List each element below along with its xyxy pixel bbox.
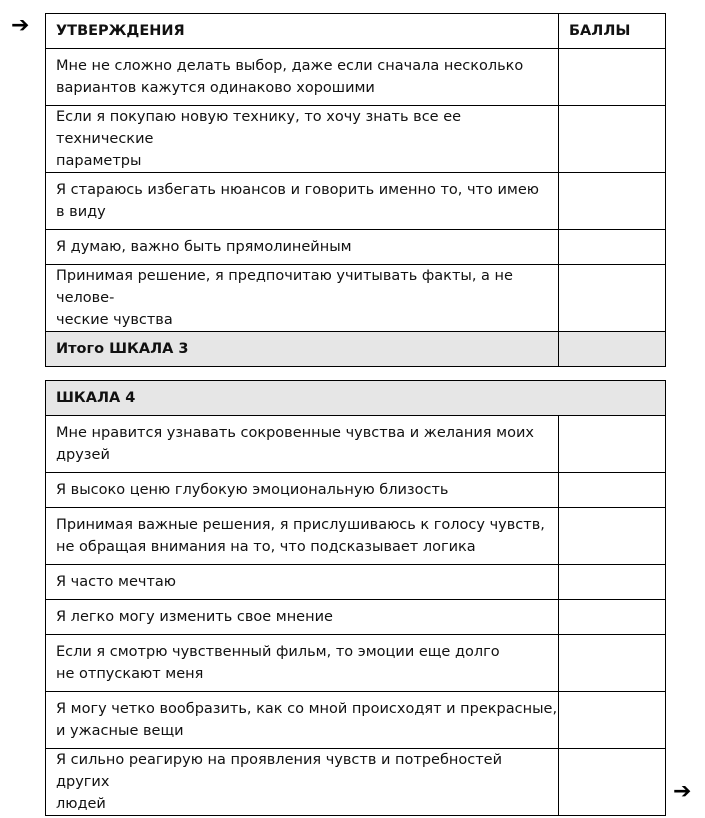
table-row: [46, 230, 666, 265]
statements-column-header: УТВЕРЖДЕНИЯ: [46, 14, 559, 49]
table-row: [46, 106, 666, 173]
statement-text: Мне нравится узнавать сокровенные чувства и желания моих друзей: [46, 416, 559, 473]
table-row: [46, 49, 666, 106]
statement-text: Я легко могу изменить свое мнение: [46, 600, 559, 635]
continuation-arrow-icon: ➔: [11, 13, 30, 38]
table-row: [46, 600, 666, 635]
table-row: [46, 635, 666, 692]
score-cell[interactable]: [559, 692, 666, 749]
score-cell[interactable]: [559, 600, 666, 635]
score-cell[interactable]: [559, 473, 666, 508]
scale-title: ШКАЛА 4: [46, 381, 666, 416]
statement-text: Я стараюсь избегать нюансов и говорить именно то, что имею в виду: [46, 173, 559, 230]
statements-table-scale-3: [45, 13, 666, 367]
table-header-row: [46, 14, 666, 49]
total-score-cell[interactable]: [559, 332, 666, 367]
scale-header-row: [46, 381, 666, 416]
score-cell[interactable]: [559, 173, 666, 230]
statement-text: Принимая решение, я предпочитаю учитывать факты, а не челове- ческие чувства: [46, 265, 559, 332]
total-row: [46, 332, 666, 367]
statement-text: Я сильно реагирую на проявления чувств и потребностей других людей: [46, 749, 559, 816]
table-row: [46, 265, 666, 332]
continuation-arrow-icon: ➔: [673, 779, 692, 804]
statement-text: Я высоко ценю глубокую эмоциональную близость: [46, 473, 559, 508]
score-cell[interactable]: [559, 508, 666, 565]
score-cell[interactable]: [559, 416, 666, 473]
table-row: [46, 749, 666, 816]
table-row: [46, 565, 666, 600]
score-cell[interactable]: [559, 230, 666, 265]
score-cell[interactable]: [559, 749, 666, 816]
statement-text: Если я смотрю чувственный фильм, то эмоции еще долго не отпускают меня: [46, 635, 559, 692]
table-row: [46, 508, 666, 565]
score-cell[interactable]: [559, 106, 666, 173]
table-row: [46, 416, 666, 473]
scores-column-header: БАЛЛЫ: [559, 14, 666, 49]
table-row: [46, 173, 666, 230]
score-cell[interactable]: [559, 565, 666, 600]
score-cell[interactable]: [559, 49, 666, 106]
total-label: Итого ШКАЛА 3: [46, 332, 559, 367]
statement-text: Принимая важные решения, я прислушиваюсь к голосу чувств, не обращая внимания на то, что подсказывает логика: [46, 508, 559, 565]
table-row: [46, 473, 666, 508]
statement-text: Я могу четко вообразить, как со мной происходят и прекрасные, и ужасные вещи: [46, 692, 559, 749]
statement-text: Мне не сложно делать выбор, даже если сначала несколько вариантов кажутся одинаково хорошими: [46, 49, 559, 106]
statement-text: Я думаю, важно быть прямолинейным: [46, 230, 559, 265]
statements-table-scale-4: [45, 380, 666, 816]
table-row: [46, 692, 666, 749]
statement-text: Если я покупаю новую технику, то хочу знать все ее технические параметры: [46, 106, 559, 173]
score-cell[interactable]: [559, 265, 666, 332]
score-cell[interactable]: [559, 635, 666, 692]
statement-text: Я часто мечтаю: [46, 565, 559, 600]
